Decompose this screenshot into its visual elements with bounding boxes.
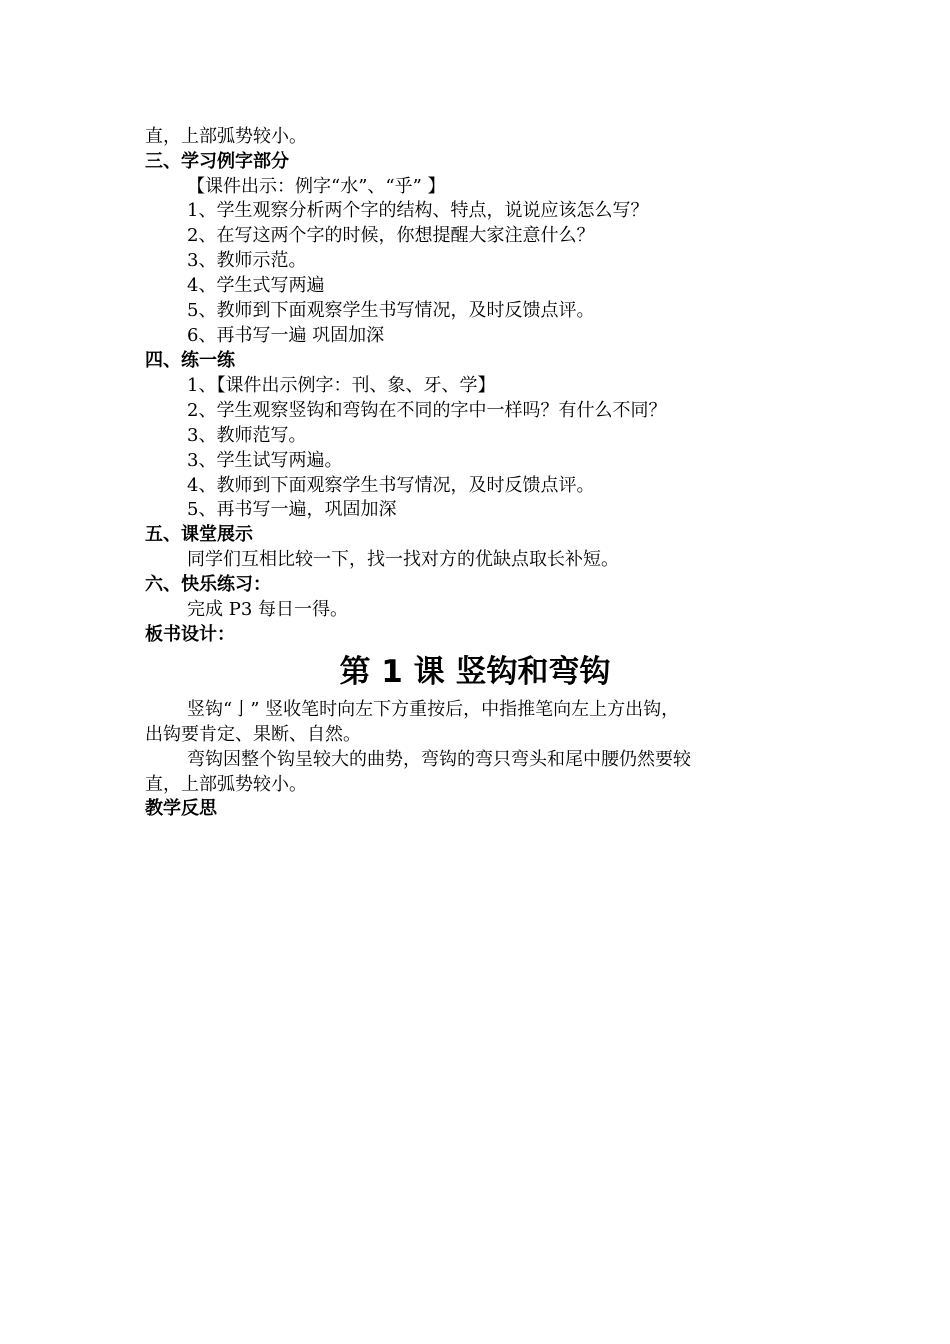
continuation-text: 直，上部弧势较小。 xyxy=(145,126,307,147)
board-title: 第 1 课 竖钩和弯钩 xyxy=(339,654,611,690)
list-item: 2、学生观察竖钩和弯钩在不同的字中一样吗？有什么不同？ xyxy=(187,400,667,421)
list-item: 3、学生试写两遍。 xyxy=(187,450,343,471)
section-text-5: 同学们互相比较一下，找一找对方的优缺点取长补短。 xyxy=(187,549,619,570)
section-heading-4: 四、练一练 xyxy=(145,350,235,371)
section-heading-6: 六、快乐练习： xyxy=(145,574,271,595)
teaching-reflection-heading: 教学反思 xyxy=(145,798,217,819)
board-paragraph-1-line-1: 竖钩“亅” 竖收笔时向左下方重按后，中指推笔向左上方出钩， xyxy=(187,699,680,720)
board-paragraph-1-line-2: 出钩要肯定、果断、自然。 xyxy=(145,724,361,745)
list-item: 6、再书写一遍 巩固加深 xyxy=(187,325,385,346)
list-item: 4、教师到下面观察学生书写情况，及时反馈点评。 xyxy=(187,475,595,496)
list-item: 1、学生观察分析两个字的结构、特点，说说应该怎么写？ xyxy=(187,200,649,221)
list-item: 5、再书写一遍，巩固加深 xyxy=(187,499,397,520)
section-heading-5: 五、课堂展示 xyxy=(145,524,253,545)
list-item: 1、【课件出示例字：刊、象、牙、学】 xyxy=(187,375,496,396)
list-item: 2、在写这两个字的时候，你想提醒大家注意什么？ xyxy=(187,225,595,246)
list-item: 4、学生式写两遍 xyxy=(187,275,325,296)
board-paragraph-2-line-2: 直，上部弧势较小。 xyxy=(145,774,307,795)
list-item: 3、教师范写。 xyxy=(187,425,307,446)
section-text-6: 完成 P3 每日一得。 xyxy=(187,599,349,620)
board-design-heading: 板书设计： xyxy=(145,624,235,645)
courseware-note: 【课件出示：例字“水”、“乎” 】 xyxy=(187,176,446,197)
list-item: 5、教师到下面观察学生书写情况，及时反馈点评。 xyxy=(187,300,595,321)
section-heading-3: 三、学习例字部分 xyxy=(145,151,289,172)
list-item: 3、教师示范。 xyxy=(187,250,307,271)
board-paragraph-2-line-1: 弯钩因整个钩呈较大的曲势，弯钩的弯只弯头和尾中腰仍然要较 xyxy=(187,749,691,770)
